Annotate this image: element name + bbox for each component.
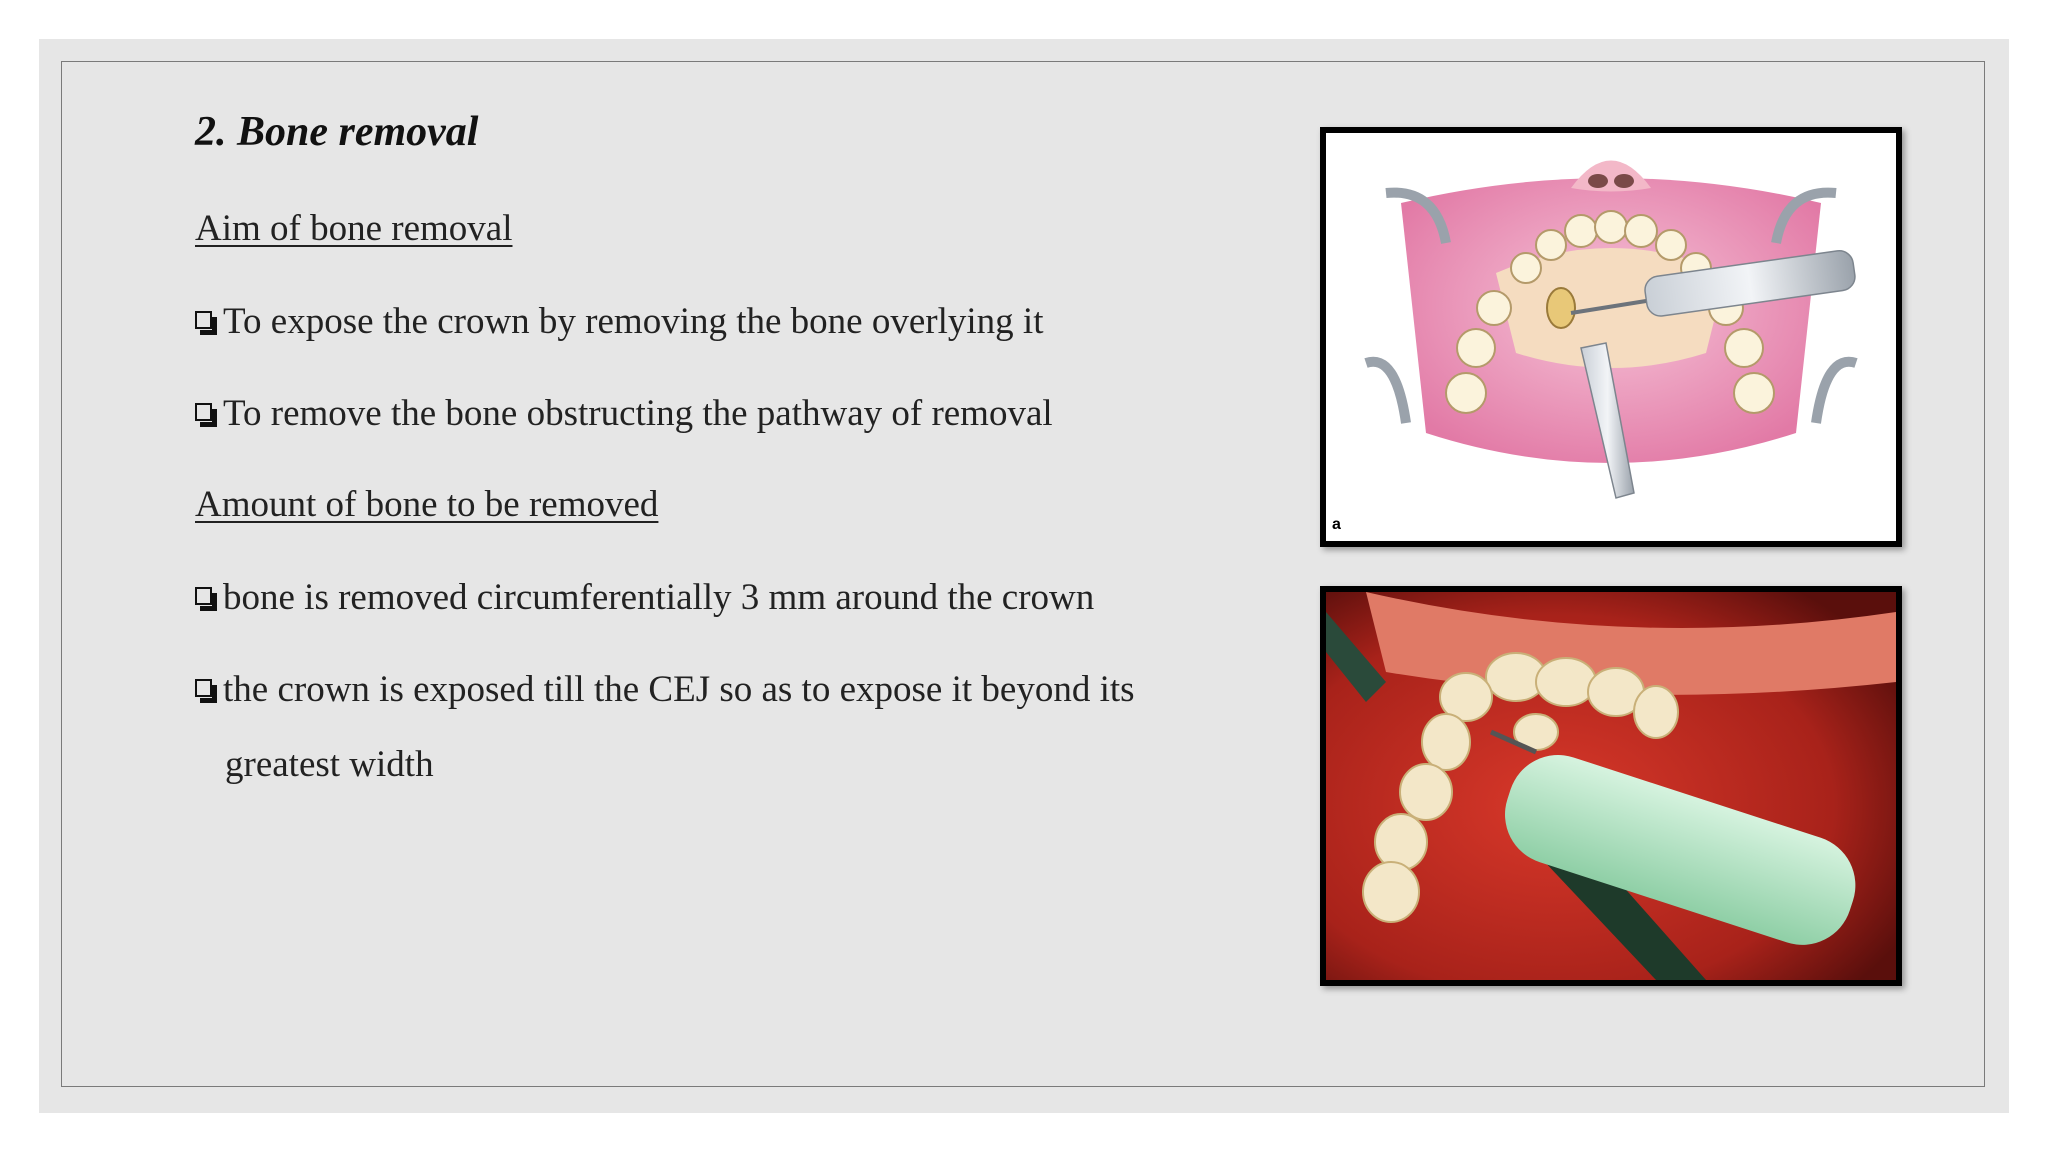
bullet-item [195, 668, 1135, 712]
bullet-text: To expose the crown by removing the bone overlying it [223, 301, 1044, 342]
slide-title: 2. Bone removal [195, 109, 479, 155]
clinical-surgery-photo [1320, 586, 1902, 986]
bullet-item [195, 392, 1053, 436]
clinical-photo-svg [1326, 592, 1896, 980]
palate-illustration-svg [1326, 133, 1896, 541]
illustration-label: a [1332, 516, 1341, 533]
nostril-right [1614, 174, 1634, 188]
checkbox-bullet-icon [195, 309, 219, 335]
retractor-bottom-left [1366, 362, 1406, 423]
heading-amount-of-bone: Amount of bone to be removed [195, 484, 659, 525]
checkbox-bullet-icon [195, 585, 219, 611]
heading-aim-of-bone-removal: Aim of bone removal [195, 208, 513, 249]
palate-drill-illustration [1320, 127, 1902, 547]
checkbox-bullet-icon [195, 677, 219, 703]
bullet-text-continuation: greatest width [225, 744, 434, 785]
bullet-text: bone is removed circumferentially 3 mm around the crown [223, 577, 1095, 618]
nostril-left [1588, 174, 1608, 188]
bullet-text: the crown is exposed till the CEJ so as to expose it beyond its [223, 669, 1135, 710]
bullet-text: To remove the bone obstructing the pathway of removal [223, 393, 1053, 434]
impacted-canine [1547, 288, 1575, 328]
checkbox-bullet-icon [195, 401, 219, 427]
retractor-bottom-right [1816, 362, 1856, 423]
bullet-item [195, 576, 1094, 620]
nose-shape [1571, 161, 1651, 192]
bullet-item [195, 300, 1043, 344]
